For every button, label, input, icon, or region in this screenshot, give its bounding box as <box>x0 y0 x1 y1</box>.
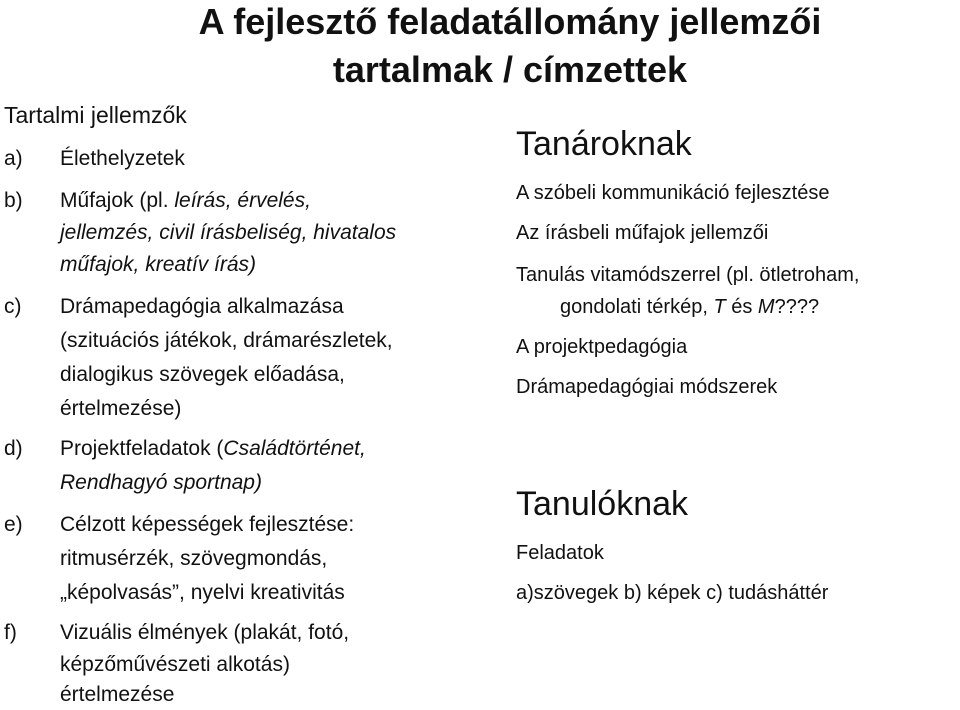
content-heading: Tartalmi jellemzők <box>4 102 187 128</box>
students-item: a)szövegek b) képek c) tudásháttér <box>516 582 829 604</box>
teachers-item-part: és <box>725 296 758 318</box>
list-text: Vizuális élmények (plakát, fotó, <box>60 621 350 644</box>
list-text: „képolvasás”, nyelvi kreativitás <box>60 581 345 604</box>
teachers-heading: Tanároknak <box>516 125 692 163</box>
students-item: Feladatok <box>516 542 604 564</box>
teachers-item: Tanulás vitamódszerrel (pl. ötletroham, <box>516 264 860 286</box>
list-text-italic: leírás, érvelés, <box>174 189 311 212</box>
page-title-line-1: A fejlesztő feladatállomány jellemzői <box>198 1 822 42</box>
list-text-italic: Családtörténet, <box>223 437 366 460</box>
list-text: Célzott képességek fejlesztése: <box>60 513 355 536</box>
list-marker: b) <box>4 189 23 212</box>
list-text: képzőművészeti alkotás) <box>60 653 290 676</box>
teachers-item-part: ???? <box>774 296 820 318</box>
list-text: dialogikus szövegek előadása, <box>60 363 345 386</box>
list-text-lead: Projektfeladatok ( <box>60 437 224 460</box>
teachers-item: A szóbeli kommunikáció fejlesztése <box>516 182 830 204</box>
list-text: Élethelyzetek <box>60 147 185 170</box>
teachers-item-part-italic: M <box>757 296 775 318</box>
list-text <box>60 434 366 464</box>
list-text: Rendhagyó sportnap) <box>60 471 262 494</box>
list-marker: f) <box>4 621 17 644</box>
teachers-item-part-italic: T <box>713 296 726 318</box>
teachers-item-part: gondolati térkép, <box>560 296 714 318</box>
page-title-line-2: tartalmak / címzettek <box>332 49 688 90</box>
teachers-item: Drámapedagógiai módszerek <box>516 376 778 398</box>
students-heading: Tanulóknak <box>516 485 689 523</box>
list-text: műfajok, kreatív írás) <box>60 253 257 276</box>
list-text: értelmezése <box>60 683 175 706</box>
list-text-lead: Műfajok (pl. <box>60 189 175 212</box>
list-text <box>60 186 311 216</box>
list-text: jellemzés, civil írásbeliség, hivatalos <box>60 221 397 244</box>
teachers-item-continued <box>560 294 819 320</box>
list-marker: a) <box>4 147 23 170</box>
list-text: ritmusérzék, szövegmondás, <box>60 547 328 570</box>
teachers-item: A projektpedagógia <box>516 336 688 358</box>
list-text: Drámapedagógia alkalmazása <box>60 295 344 318</box>
teachers-item: Az írásbeli műfajok jellemzői <box>516 222 769 244</box>
list-marker: c) <box>4 295 22 318</box>
list-text: (szituációs játékok, drámarészletek, <box>60 329 393 352</box>
list-marker: e) <box>4 513 23 536</box>
list-marker: d) <box>4 437 23 460</box>
list-text: értelmezése) <box>60 397 182 420</box>
